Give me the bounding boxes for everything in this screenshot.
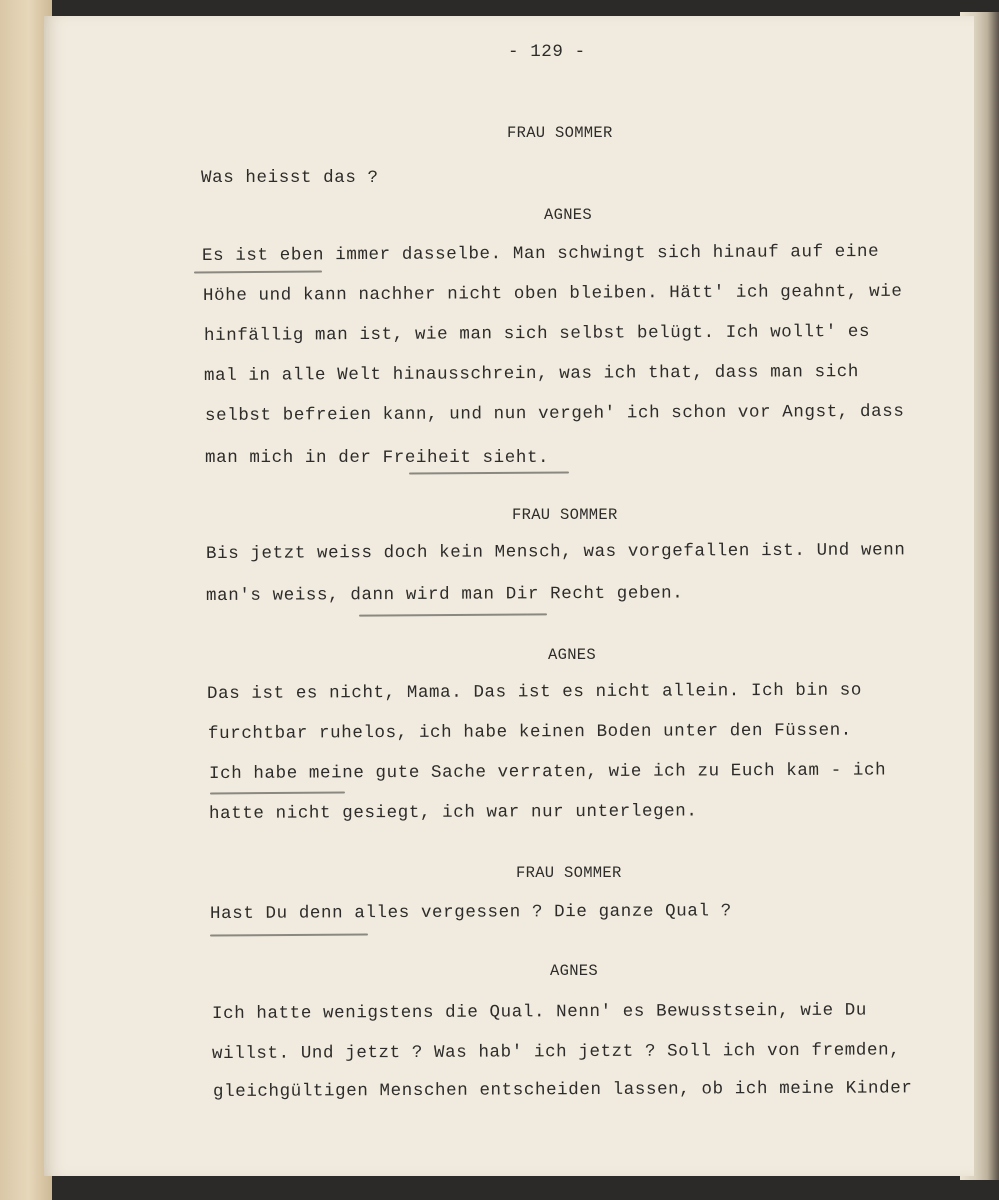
speaker-name: AGNES (548, 646, 597, 664)
dialogue-line: furchtbar ruhelos, ich habe keinen Boden unter den Füssen. (207, 720, 852, 744)
dialogue-line: selbst befreien kann, und nun vergeh' ich schon vor Angst, dass (204, 401, 905, 426)
speaker-name: FRAU SOMMER (516, 864, 622, 882)
dialogue-line: man mich in der Freiheit sieht. (205, 448, 550, 468)
dialogue-line: man's weiss, dann wird man Dir Recht geben. (205, 583, 684, 606)
dialogue-line: Ich habe meine gute Sache verraten, wie ich zu Euch kam - ich (208, 760, 887, 784)
speaker-name: AGNES (544, 206, 593, 224)
page-number: - 129 - (508, 42, 586, 62)
dialogue-line: Es ist eben immer dasselbe. Man schwingt sich hinauf auf eine (201, 241, 880, 266)
speaker-name: FRAU SOMMER (512, 506, 618, 524)
pencil-underline (210, 933, 368, 936)
dialogue-line: Das ist es nicht, Mama. Das ist es nicht allein. Ich bin so (206, 680, 863, 704)
dialogue-line: Was heisst das ? (201, 168, 379, 188)
dialogue-line: Höhe und kann nachher nicht oben bleiben. Hätt' ich geahnt, wie (202, 281, 903, 306)
pencil-underline (210, 792, 345, 795)
dialogue-line: willst. Und jetzt ? Was hab' ich jetzt ? Soll ich von fremden, (211, 1040, 901, 1064)
speaker-name: FRAU SOMMER (507, 124, 613, 142)
dialogue-line: hatte nicht gesiegt, ich war nur unterlegen. (208, 801, 698, 824)
dialogue-line: Ich hatte wenigstens die Qual. Nenn' es Bewusstsein, wie Du (211, 1000, 868, 1024)
dialogue-line: gleichgültigen Menschen entscheiden lassen, ob ich meine Kinder (212, 1078, 913, 1102)
dialogue-line: Hast Du denn alles vergessen ? Die ganze Qual ? (209, 901, 732, 924)
pencil-underline (194, 271, 322, 274)
pencil-underline (409, 471, 569, 474)
dialogue-line: hinfällig man ist, wie man sich selbst belügt. Ich wollt' es (203, 321, 871, 346)
manuscript-page (44, 16, 974, 1176)
pencil-underline (359, 613, 547, 616)
speaker-name: AGNES (550, 962, 599, 980)
dialogue-line: Bis jetzt weiss doch kein Mensch, was vorgefallen ist. Und wenn (205, 540, 906, 564)
dialogue-line: mal in alle Welt hinausschrein, was ich that, dass man sich (203, 361, 860, 386)
